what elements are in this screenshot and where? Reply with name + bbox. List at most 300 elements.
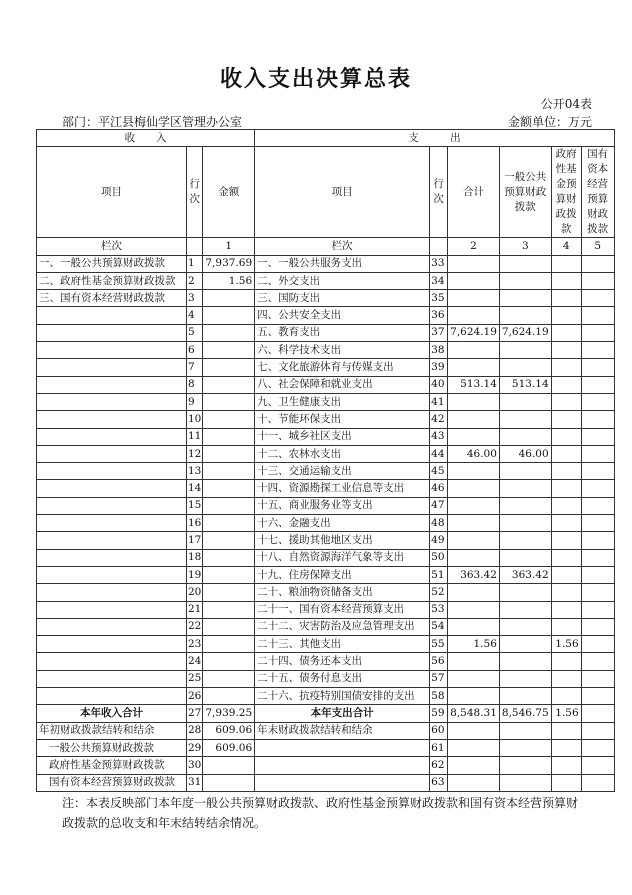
expense-line-no: 51 [430,566,448,583]
amount-unit: 金额单位：万元 [507,115,592,129]
gov-fund-header: 政府性基金预算财政拨款 [551,147,581,238]
table-row [37,411,615,428]
income-line-no: 22 [187,618,203,635]
total-header: 合计 [448,147,500,238]
expense-item: 六、科学技术支出 [255,342,430,359]
state-capital-amount [581,688,614,705]
expense-line-no: 34 [430,272,448,289]
state-capital-amount [581,463,614,480]
table-row [37,739,615,756]
gov-fund-amount [551,722,581,739]
state-capital-amount [581,411,614,428]
state-capital-amount [581,636,614,653]
general-budget-amount [499,722,551,739]
expense-line-no: 36 [430,307,448,324]
expense-line-no: 57 [430,670,448,687]
expense-item: 十五、商业服务业等支出 [255,497,430,514]
state-capital-amount [581,566,614,583]
state-capital-amount [581,670,614,687]
income-line-no: 16 [187,515,203,532]
income-line-no: 7 [187,359,203,376]
col-num: 5 [581,238,614,255]
total-amount [448,255,500,272]
income-amount [203,290,255,307]
table-row [37,532,615,549]
expense-item: 十八、自然资源海洋气象等支出 [255,549,430,566]
income-line-no: 21 [187,601,203,618]
income-item [37,618,187,635]
gov-fund-amount [551,411,581,428]
income-line-no: 26 [187,688,203,705]
general-budget-amount [499,497,551,514]
expense-item: 年末财政拨款结转和结余 [255,722,430,739]
total-amount [448,393,500,410]
general-budget-amount [499,532,551,549]
income-amount: 7,939.25 [203,705,255,722]
general-budget-amount [499,688,551,705]
gov-fund-amount [551,445,581,462]
income-item [37,515,187,532]
expense-item: 四、公共安全支出 [255,307,430,324]
income-amount: 1.56 [203,272,255,289]
general-budget-amount [499,653,551,670]
col-num: 2 [448,238,500,255]
income-amount [203,601,255,618]
gov-fund-amount [551,670,581,687]
income-amount [203,359,255,376]
income-item [37,480,187,497]
expense-line-no: 52 [430,584,448,601]
state-capital-amount [581,445,614,462]
income-amount [203,549,255,566]
gov-fund-amount [551,566,581,583]
total-amount [448,722,500,739]
state-capital-amount [581,376,614,393]
general-budget-amount [499,255,551,272]
table-row [37,445,615,462]
income-line-no: 28 [187,722,203,739]
total-amount: 46.00 [448,445,500,462]
income-line-no: 18 [187,549,203,566]
expense-line-no: 41 [430,393,448,410]
state-capital-amount [581,480,614,497]
state-capital-amount [581,428,614,445]
expense-item: 十二、农林水支出 [255,445,430,462]
income-header: 收 入 [37,130,255,147]
gov-fund-amount [551,688,581,705]
expense-line-no: 61 [430,739,448,756]
page-title: 收入支出决算总表 [219,66,412,92]
table-row [37,670,615,687]
income-amount [203,757,255,774]
gov-fund-amount [551,272,581,289]
income-line-no: 24 [187,653,203,670]
table-row [37,393,615,410]
expense-line-no: 38 [430,342,448,359]
income-item: 一般公共预算财政拨款 [37,739,187,756]
income-item [37,463,187,480]
expense-line-no: 58 [430,688,448,705]
gov-fund-amount [551,480,581,497]
income-item [37,393,187,410]
state-capital-amount [581,307,614,324]
income-item: 政府性基金预算财政拨款 [37,757,187,774]
income-line-no: 2 [187,272,203,289]
income-amount [203,584,255,601]
general-budget-amount [499,515,551,532]
income-line-no: 12 [187,445,203,462]
income-amount [203,324,255,341]
income-amount-header: 金额 [203,147,255,238]
expense-line-no: 49 [430,532,448,549]
table-row [37,463,615,480]
state-capital-amount [581,359,614,376]
table-row [37,636,615,653]
general-budget-amount [499,774,551,791]
expense-item: 十七、援助其他地区支出 [255,532,430,549]
gov-fund-amount [551,255,581,272]
total-amount [448,549,500,566]
state-capital-amount [581,757,614,774]
gov-fund-amount [551,497,581,514]
table-row [37,584,615,601]
income-amount [203,618,255,635]
expense-line-no: 56 [430,653,448,670]
income-amount [203,393,255,410]
income-item [37,324,187,341]
expense-line-no: 54 [430,618,448,635]
total-amount [448,307,500,324]
total-amount [448,497,500,514]
state-capital-amount [581,342,614,359]
general-budget-amount [499,601,551,618]
income-amount [203,307,255,324]
income-line-header: 行次 [187,147,203,238]
general-budget-amount [499,290,551,307]
state-capital-amount [581,601,614,618]
expense-item: 八、社会保障和就业支出 [255,376,430,393]
income-amount [203,342,255,359]
table-row [37,376,615,393]
total-amount [448,757,500,774]
expense-item: 十三、交通运输支出 [255,463,430,480]
general-budget-amount [499,584,551,601]
expense-line-no: 42 [430,411,448,428]
expense-line-no: 40 [430,376,448,393]
gov-fund-amount [551,393,581,410]
income-item [37,376,187,393]
state-capital-amount [581,618,614,635]
income-item [37,532,187,549]
general-budget-amount [499,393,551,410]
state-capital-amount [581,497,614,514]
expense-item: 二十二、灾害防治及应急管理支出 [255,618,430,635]
expense-item: 十、节能环保支出 [255,411,430,428]
general-budget-amount: 363.42 [499,566,551,583]
gov-fund-amount [551,376,581,393]
expense-line-no: 33 [430,255,448,272]
income-line-no: 15 [187,497,203,514]
state-capital-amount [581,774,614,791]
general-budget-amount: 8,546.75 [499,705,551,722]
income-item-header: 项目 [37,147,187,238]
expense-item: 十九、住房保障支出 [255,566,430,583]
table-row [37,774,615,791]
income-amount [203,653,255,670]
state-capital-header: 国有资本经营预算财政拨款 [581,147,614,238]
expense-line-no: 48 [430,515,448,532]
income-item [37,670,187,687]
income-line-no: 19 [187,566,203,583]
expense-line-no: 63 [430,774,448,791]
income-line-no: 10 [187,411,203,428]
income-item [37,566,187,583]
state-capital-amount [581,515,614,532]
gov-fund-amount [551,601,581,618]
gov-fund-amount [551,653,581,670]
income-line-no: 13 [187,463,203,480]
total-amount [448,480,500,497]
expense-line-no: 44 [430,445,448,462]
table-row [37,290,615,307]
total-amount [448,428,500,445]
income-line-no: 31 [187,774,203,791]
expense-line-no: 62 [430,757,448,774]
expense-item: 五、教育支出 [255,324,430,341]
income-amount [203,566,255,583]
income-amount [203,636,255,653]
total-amount: 1.56 [448,636,500,653]
state-capital-amount [581,705,614,722]
table-row [37,480,615,497]
gov-fund-amount [551,428,581,445]
income-line-no: 1 [187,255,203,272]
income-line-no: 4 [187,307,203,324]
income-amount: 609.06 [203,722,255,739]
col-label: 栏次 [255,238,430,255]
income-amount [203,688,255,705]
income-amount [203,463,255,480]
total-amount [448,342,500,359]
expense-line-no: 37 [430,324,448,341]
income-item: 年初财政拨款结转和结余 [37,722,187,739]
table-row [37,757,615,774]
state-capital-amount [581,584,614,601]
gov-fund-amount [551,463,581,480]
footnote: 注：本表反映部门本年度一般公共预算财政拨款、政府性基金预算财政拨款和国有资本经营预算财政拨款的总收支和年末结转结余情况。 [62,796,579,830]
income-item [37,307,187,324]
expense-item [255,757,430,774]
total-amount: 7,624.19 [448,324,500,341]
state-capital-amount [581,653,614,670]
state-capital-amount [581,272,614,289]
table-row [37,272,615,289]
expense-item: 十一、城乡社区支出 [255,428,430,445]
expense-line-no: 45 [430,463,448,480]
general-budget-amount: 46.00 [499,445,551,462]
table-row [37,497,615,514]
total-amount: 8,548.31 [448,705,500,722]
table-row [37,722,615,739]
gov-fund-amount [551,515,581,532]
total-amount [448,272,500,289]
general-budget-amount [499,272,551,289]
total-amount: 513.14 [448,376,500,393]
total-amount [448,774,500,791]
general-budget-amount: 513.14 [499,376,551,393]
state-capital-amount [581,393,614,410]
total-amount [448,515,500,532]
general-budget-amount [499,636,551,653]
income-amount [203,774,255,791]
state-capital-amount [581,255,614,272]
gov-fund-amount [551,324,581,341]
general-budget-amount [499,463,551,480]
total-amount [448,670,500,687]
income-line-no: 5 [187,324,203,341]
expense-item-header: 项目 [255,147,430,238]
income-amount [203,532,255,549]
expense-item: 十六、金融支出 [255,515,430,532]
income-item [37,411,187,428]
general-budget-amount [499,757,551,774]
income-amount [203,445,255,462]
total-amount [448,532,500,549]
income-line-no: 6 [187,342,203,359]
gov-fund-amount [551,342,581,359]
general-budget-amount [499,428,551,445]
empty-cell [187,238,203,255]
general-budget-amount: 7,624.19 [499,324,551,341]
income-line-no: 17 [187,532,203,549]
income-item: 本年收入合计 [37,705,187,722]
income-line-no: 30 [187,757,203,774]
income-item [37,428,187,445]
table-row [37,515,615,532]
income-item [37,688,187,705]
gov-fund-amount [551,584,581,601]
expense-item: 二十一、国有资本经营预算支出 [255,601,430,618]
table-row [37,428,615,445]
expense-item: 二十五、债务付息支出 [255,670,430,687]
expense-item: 二十、粮油物资储备支出 [255,584,430,601]
col-num: 4 [551,238,581,255]
expense-item: 十四、资源勘探工业信息等支出 [255,480,430,497]
table-row [37,688,615,705]
income-item: 三、国有资本经营财政拨款 [37,290,187,307]
total-amount: 363.42 [448,566,500,583]
total-amount [448,739,500,756]
general-budget-amount [499,739,551,756]
expense-item: 一、一般公共服务支出 [255,255,430,272]
state-capital-amount [581,290,614,307]
expense-line-header: 行次 [430,147,448,238]
gov-fund-amount [551,290,581,307]
income-amount [203,515,255,532]
general-budget-amount [499,342,551,359]
gov-fund-amount [551,774,581,791]
total-amount [448,359,500,376]
expense-item: 二十三、其他支出 [255,636,430,653]
income-item [37,342,187,359]
income-item [37,549,187,566]
expense-line-no: 50 [430,549,448,566]
income-item [37,445,187,462]
expense-header: 支 出 [255,130,615,147]
total-amount [448,601,500,618]
income-amount: 609.06 [203,739,255,756]
income-amount [203,480,255,497]
table-row [37,255,615,272]
general-budget-amount [499,480,551,497]
income-item [37,601,187,618]
income-item [37,359,187,376]
total-amount [448,584,500,601]
income-line-no: 20 [187,584,203,601]
table-row [37,618,615,635]
income-item [37,636,187,653]
expense-line-no: 39 [430,359,448,376]
general-budget-amount [499,359,551,376]
income-item [37,584,187,601]
income-line-no: 9 [187,393,203,410]
income-expense-table [36,129,615,792]
department: 部门：平江县梅仙学区管理办公室 [62,115,243,129]
total-amount [448,411,500,428]
state-capital-amount [581,739,614,756]
form-number: 公开04表 [540,97,592,111]
table-row [37,324,615,341]
total-amount [448,618,500,635]
gov-fund-amount [551,618,581,635]
expense-item: 二十四、债务还本支出 [255,653,430,670]
expense-item [255,739,430,756]
state-capital-amount [581,549,614,566]
income-amount [203,376,255,393]
income-line-no: 29 [187,739,203,756]
expense-line-no: 55 [430,636,448,653]
col-num: 3 [499,238,551,255]
expense-line-no: 59 [430,705,448,722]
income-amount [203,497,255,514]
expense-item: 本年支出合计 [255,705,430,722]
income-line-no: 25 [187,670,203,687]
expense-item: 九、卫生健康支出 [255,393,430,410]
income-line-no: 3 [187,290,203,307]
expense-item: 七、文化旅游体育与传媒支出 [255,359,430,376]
table-row [37,601,615,618]
gov-fund-amount [551,359,581,376]
total-amount [448,653,500,670]
gov-fund-amount: 1.56 [551,636,581,653]
general-budget-amount [499,618,551,635]
income-amount [203,428,255,445]
expense-line-no: 47 [430,497,448,514]
total-amount [448,290,500,307]
income-amount: 7,937.69 [203,255,255,272]
income-item: 一、一般公共预算财政拨款 [37,255,187,272]
income-line-no: 14 [187,480,203,497]
table-row [37,307,615,324]
expense-item: 三、国防支出 [255,290,430,307]
expense-line-no: 60 [430,722,448,739]
table-row [37,342,615,359]
empty-cell [430,238,448,255]
state-capital-amount [581,722,614,739]
table-row [37,549,615,566]
income-line-no: 8 [187,376,203,393]
general-budget-amount [499,307,551,324]
